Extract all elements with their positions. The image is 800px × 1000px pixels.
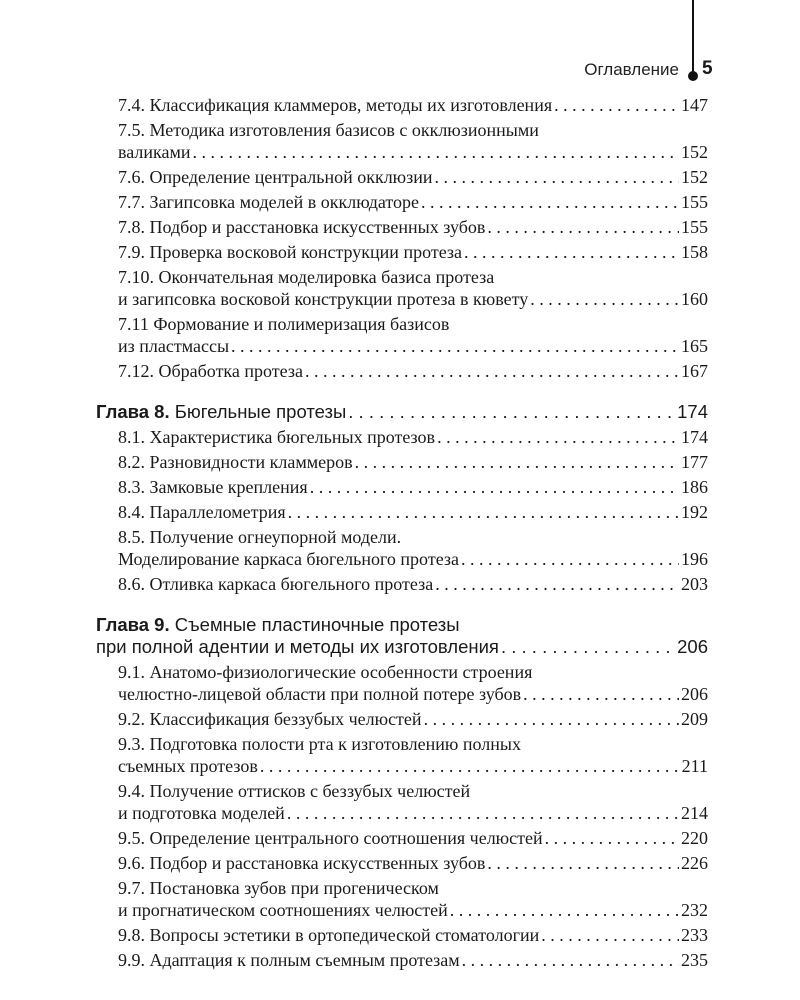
toc-page-number: 232 bbox=[681, 900, 708, 920]
toc-page-number: 158 bbox=[681, 242, 708, 262]
toc-entry-title: 7.7. Загипсовка моделей в окклюдаторе bbox=[118, 192, 420, 212]
toc-page-number: 196 bbox=[681, 549, 708, 569]
toc-page-number: 186 bbox=[681, 477, 708, 497]
toc-page-number: 177 bbox=[681, 452, 708, 472]
toc-entry-title: и подготовка моделей bbox=[118, 803, 285, 823]
toc-entry[interactable] bbox=[118, 426, 708, 448]
chapter-label: Глава 9. bbox=[96, 614, 170, 635]
dot-leader bbox=[435, 573, 679, 595]
toc-chapter[interactable] bbox=[96, 401, 708, 423]
dot-leader bbox=[523, 683, 679, 705]
toc-entry-line: 9.1. Анатомо-физиологические особенности строения bbox=[118, 662, 533, 682]
toc-entry[interactable] bbox=[118, 241, 708, 263]
toc-entry-line: 8.5. Получение огнеупорной модели. bbox=[118, 527, 402, 547]
dot-leader bbox=[545, 827, 679, 849]
toc-entry-line: 7.5. Методика изготовления базисов с окклюзионными bbox=[118, 120, 539, 140]
toc-page-number: 152 bbox=[681, 142, 708, 162]
toc-entry-title: 7.4. Классификация кламмеров, методы их изготовления bbox=[118, 95, 553, 115]
toc-entry[interactable] bbox=[118, 924, 708, 946]
toc-entry[interactable] bbox=[118, 166, 708, 188]
toc-page-number: 233 bbox=[681, 925, 708, 945]
toc-entry-title: из пластмассы bbox=[118, 336, 230, 356]
dot-leader bbox=[424, 708, 679, 730]
dot-leader bbox=[260, 755, 680, 777]
toc-page-number: 235 bbox=[681, 950, 708, 970]
dot-leader bbox=[487, 852, 679, 874]
toc-page-number: 211 bbox=[681, 756, 708, 776]
toc-page-number: 220 bbox=[681, 828, 708, 848]
toc-entry[interactable] bbox=[118, 661, 708, 705]
toc-entry-title: 7.6. Определение центральной окклюзии bbox=[118, 167, 433, 187]
toc-entry-title: и загипсовка восковой конструкции протеза в кювету bbox=[118, 289, 529, 309]
dot-leader bbox=[193, 141, 679, 163]
toc-entry-line: 9.3. Подготовка полости рта к изготовлению полных bbox=[118, 734, 521, 754]
toc-page-number: 226 bbox=[681, 853, 708, 873]
dot-leader bbox=[435, 166, 680, 188]
toc-entry[interactable] bbox=[118, 526, 708, 570]
toc-entry[interactable] bbox=[118, 780, 708, 824]
toc-entry-title: 7.8. Подбор и расстановка искусственных зубов bbox=[118, 217, 486, 237]
chapter-label: Глава 8. bbox=[96, 401, 170, 422]
toc-page-number: 155 bbox=[681, 192, 708, 212]
toc-page-number: 167 bbox=[681, 361, 708, 381]
toc-entry-title: 9.6. Подбор и расстановка искусственных зубов bbox=[118, 853, 486, 873]
toc-entry[interactable] bbox=[118, 708, 708, 730]
toc-entry-title: челюстно-лицевой области при полной потере зубов bbox=[118, 684, 522, 704]
running-title: Оглавление bbox=[584, 60, 679, 79]
toc-entry[interactable] bbox=[118, 94, 708, 116]
toc-page-number: 174 bbox=[677, 401, 708, 422]
toc-entry-line: 7.10. Окончательная моделировка базиса протеза bbox=[118, 267, 495, 287]
dot-leader bbox=[231, 335, 679, 357]
toc-page-number: 209 bbox=[681, 709, 708, 729]
toc-entry[interactable] bbox=[118, 827, 708, 849]
dot-leader bbox=[305, 360, 679, 382]
toc-page-number: 147 bbox=[681, 95, 708, 115]
toc-entry[interactable] bbox=[118, 476, 708, 498]
toc-entry[interactable] bbox=[118, 216, 708, 238]
dot-leader bbox=[421, 191, 679, 213]
toc-entry-title: 8.1. Характеристика бюгельных протезов bbox=[118, 427, 436, 447]
toc-page-number: 165 bbox=[681, 336, 708, 356]
toc-entry[interactable] bbox=[118, 266, 708, 310]
toc-entry[interactable] bbox=[118, 733, 708, 777]
toc-page-number: 155 bbox=[681, 217, 708, 237]
page-number: 5 bbox=[702, 58, 713, 79]
dot-leader bbox=[541, 924, 679, 946]
toc-entry-line: 9.4. Получение оттисков с беззубых челюстей bbox=[118, 781, 471, 801]
toc-entry-title: 7.12. Обработка протеза bbox=[118, 361, 303, 381]
toc-entry[interactable] bbox=[118, 949, 708, 971]
dot-leader bbox=[287, 802, 679, 824]
toc-entry-title: 8.4. Параллелометрия bbox=[118, 502, 286, 522]
dot-leader bbox=[554, 94, 679, 116]
toc-entry-title: 8.6. Отливка каркаса бюгельного протеза bbox=[118, 574, 434, 594]
toc-page-number: 174 bbox=[681, 427, 708, 447]
toc-entry-title: съемных протезов bbox=[118, 756, 258, 776]
toc-page-number: 214 bbox=[681, 803, 708, 823]
toc-entry-title: Моделирование каркаса бюгельного протеза bbox=[118, 549, 459, 569]
dot-leader bbox=[288, 501, 679, 523]
toc-entry-title: 8.3. Замковые крепления bbox=[118, 477, 308, 497]
dot-leader bbox=[450, 899, 679, 921]
toc-entry-title: Глава 8. Бюгельные протезы bbox=[96, 401, 347, 422]
toc-entry-title: 9.2. Классификация беззубых челюстей bbox=[118, 709, 422, 729]
toc-page-number: 206 bbox=[681, 684, 708, 704]
toc-page-number: 203 bbox=[681, 574, 708, 594]
dot-leader bbox=[530, 288, 679, 310]
toc-entry-line: 9.7. Постановка зубов при прогеническом bbox=[118, 878, 439, 898]
toc-entry-line: Глава 9. Съемные пластиночные протезы bbox=[96, 614, 460, 635]
header-rule-dot bbox=[688, 71, 698, 81]
dot-leader bbox=[348, 401, 675, 423]
toc-entry[interactable] bbox=[118, 119, 708, 163]
toc-entry[interactable] bbox=[118, 852, 708, 874]
toc-entry[interactable] bbox=[118, 501, 708, 523]
dot-leader bbox=[461, 548, 679, 570]
dot-leader bbox=[355, 451, 679, 473]
toc-entry-title: при полной адентии и методы их изготовления bbox=[96, 636, 499, 657]
toc-page-number: 192 bbox=[681, 502, 708, 522]
toc-entry-line: 7.11 Формование и полимеризация базисов bbox=[118, 314, 450, 334]
dot-leader bbox=[437, 426, 679, 448]
table-of-contents bbox=[0, 94, 800, 971]
toc-entry[interactable] bbox=[118, 451, 708, 473]
toc-entry-title: 9.9. Адаптация к полным съемным протезам bbox=[118, 950, 460, 970]
toc-entry-title: 9.8. Вопросы эстетики в ортопедической стоматологии bbox=[118, 925, 540, 945]
toc-entry-title: и прогнатическом соотношениях челюстей bbox=[118, 900, 448, 920]
dot-leader bbox=[464, 241, 679, 263]
toc-page-number: 152 bbox=[681, 167, 708, 187]
toc-entry[interactable] bbox=[118, 877, 708, 921]
toc-entry[interactable] bbox=[118, 191, 708, 213]
toc-page-number: 160 bbox=[681, 289, 708, 309]
dot-leader bbox=[310, 476, 679, 498]
dot-leader bbox=[501, 636, 675, 658]
dot-leader bbox=[462, 949, 679, 971]
toc-chapter[interactable] bbox=[96, 614, 708, 658]
toc-entry-title: 8.2. Разновидности кламмеров bbox=[118, 452, 353, 472]
dot-leader bbox=[487, 216, 679, 238]
toc-entry-title: 9.5. Определение центрального соотношения челюстей bbox=[118, 828, 543, 848]
header-vertical-rule bbox=[692, 0, 694, 74]
toc-entry[interactable] bbox=[118, 313, 708, 357]
toc-entry-title: 7.9. Проверка восковой конструкции протеза bbox=[118, 242, 463, 262]
toc-entry-title: валиками bbox=[118, 142, 191, 162]
toc-entry[interactable] bbox=[118, 360, 708, 382]
toc-page-number: 206 bbox=[677, 636, 708, 657]
toc-entry[interactable] bbox=[118, 573, 708, 595]
